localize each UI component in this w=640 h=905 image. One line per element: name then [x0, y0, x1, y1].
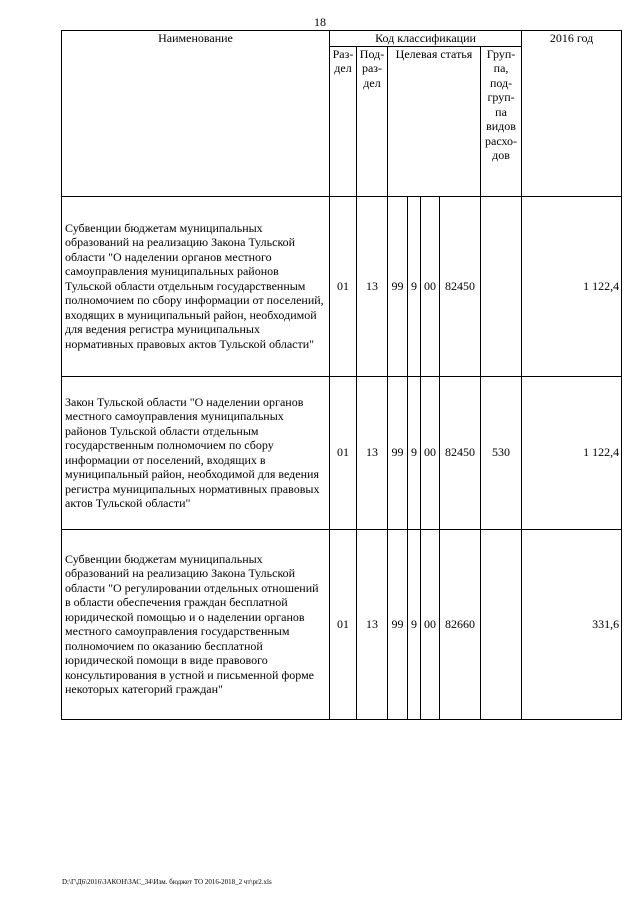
budget-table	[61, 30, 622, 720]
row-podrazdel: 13	[357, 529, 388, 719]
row-podrazdel: 13	[357, 196, 388, 376]
row-target-1: 99	[388, 196, 408, 376]
file-path-footer: D:\Г\Д6\2016\ЗАКОН\ЗАС_34\Изм. бюджет ТО 2016-2018_2 чт\pr2.xls	[62, 878, 272, 886]
row-target-3: 00	[421, 376, 440, 529]
header-row-1	[62, 31, 622, 47]
header-podrazdel: Под- раз- дел	[357, 46, 388, 196]
header-year: 2016 год	[522, 31, 622, 197]
row-razdel: 01	[330, 529, 357, 719]
page-number: 18	[314, 15, 326, 29]
row-target-3: 00	[421, 529, 440, 719]
row-target-3: 00	[421, 196, 440, 376]
row-amount: 1 122,4	[522, 376, 622, 529]
row-razdel: 01	[330, 196, 357, 376]
header-target-article: Целевая статья	[388, 46, 481, 196]
header-group: Груп- па, под- груп- па видов расхо- дов	[481, 46, 522, 196]
row-target-4: 82660	[440, 529, 481, 719]
row-target-1: 99	[388, 376, 408, 529]
row-target-4: 82450	[440, 196, 481, 376]
row-target-4: 82450	[440, 376, 481, 529]
row-target-2: 9	[408, 529, 421, 719]
row-podrazdel: 13	[357, 376, 388, 529]
header-classification: Код классификации	[330, 31, 522, 47]
row-name: Закон Тульской области "О наделении органов местного самоуправления муниципальных районов Тульской области отдельным государственным полномочием по сбору информации от поселений, входящих в муниципальный район, необходимой для ведения регистра муниципальных нормативных правовых актов Тульской области"	[62, 376, 330, 529]
row-target-2: 9	[408, 196, 421, 376]
row-amount: 1 122,4	[522, 196, 622, 376]
row-amount: 331,6	[522, 529, 622, 719]
table-row	[62, 376, 622, 529]
header-name: Наименование	[62, 31, 330, 197]
row-target-1: 99	[388, 529, 408, 719]
row-target-2: 9	[408, 376, 421, 529]
row-name: Субвенции бюджетам муниципальных образований на реализацию Закона Тульской области "О наделении органов местного самоуправления муниципальных районов Тульской области отдельным государственным полномочием по сбору информации от поселений, входящих в муниципальный район, необходимой для ведения регистра муниципальных нормативных правовых актов Тульской области"	[62, 196, 330, 376]
header-razdel: Раз- дел	[330, 46, 357, 196]
row-name: Субвенции бюджетам муниципальных образований на реализацию Закона Тульской области "О регулировании отдельных отношений в области обеспечения граждан бесплатной юридической помощью и о наделении органов местного самоуправления государственным полномочием по оказанию бесплатной юридической помощи в виде правового консультирования в устной и письменной форме некоторых категорий граждан"	[62, 529, 330, 719]
table-row	[62, 529, 622, 719]
row-group: 530	[481, 376, 522, 529]
table-row	[62, 196, 622, 376]
row-group	[481, 196, 522, 376]
row-razdel: 01	[330, 376, 357, 529]
row-group	[481, 529, 522, 719]
